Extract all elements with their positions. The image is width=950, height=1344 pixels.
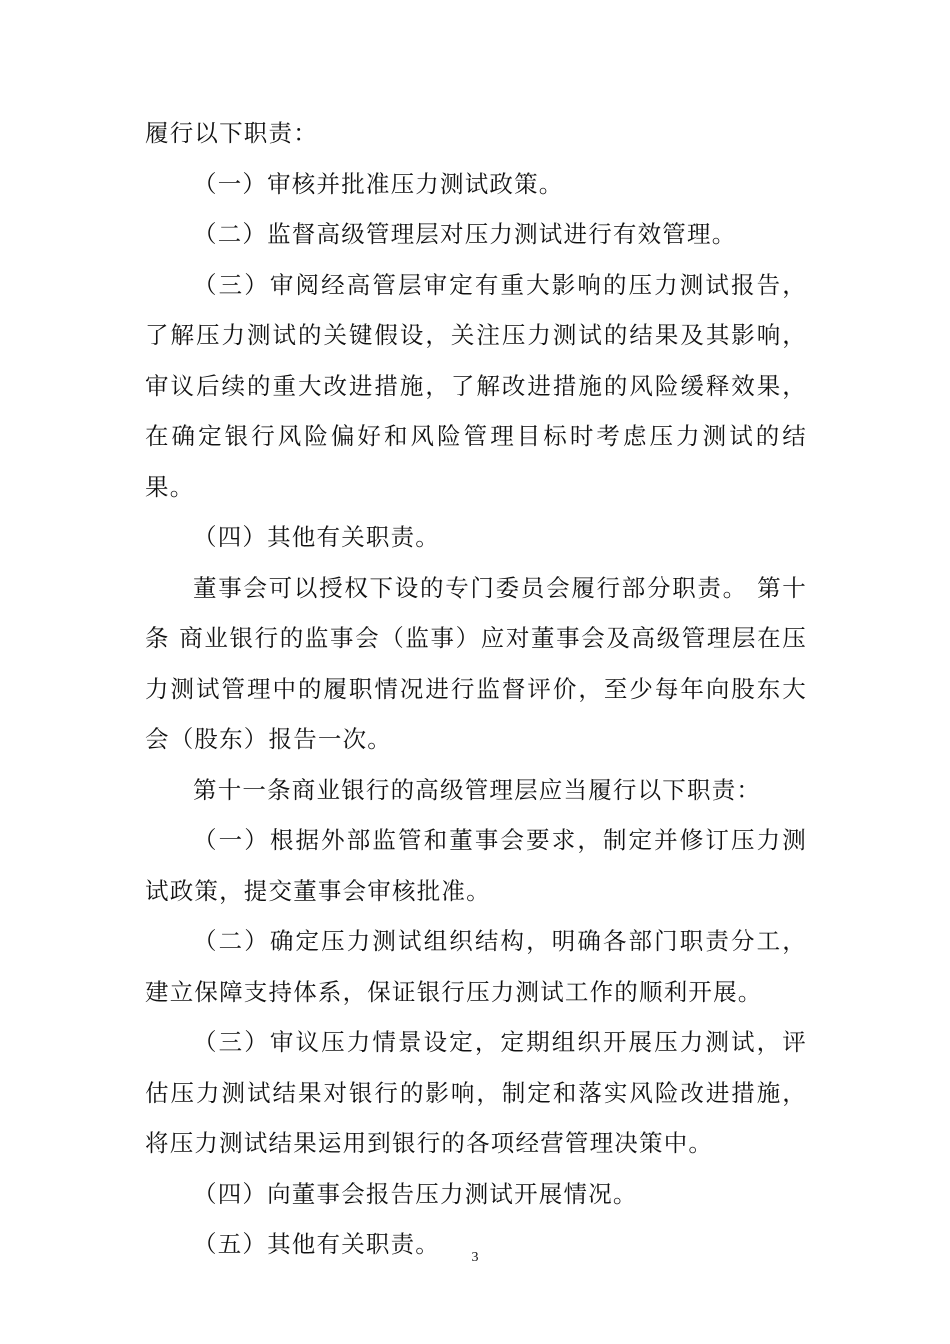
paragraph-item-4: （四）其他有关职责。 xyxy=(193,523,440,551)
paragraph-article-11-item-4: （四）向董事会报告压力测试开展情况。 xyxy=(193,1179,638,1208)
paragraph-item-3: （三）审阅经高管层审定有重大影响的压力测试报告，了解压力测试的关键假设，关注压力测试的结果及其影响，审议后续的重大改进措施，了解改进措施的风险缓释效果，在确定银行风险偏好和风险管理目标时考虑压力测试的结果。 xyxy=(145,270,807,501)
paragraph-continuation: 履行以下职责： xyxy=(145,119,318,147)
paragraph-article-11-item-3: （三）审议压力情景设定，定期组织开展压力测试，评估压力测试结果对银行的影响，制定和落实风险改进措施，将压力测试结果运用到银行的各项经营管理决策中。 xyxy=(145,1028,807,1157)
page-number: 3 xyxy=(471,1250,479,1265)
paragraph-item-2: （二）监督高级管理层对压力测试进行有效管理。 xyxy=(193,220,737,248)
paragraph-article-11: 第十一条商业银行的高级管理层应当履行以下职责： xyxy=(193,775,762,804)
page-body xyxy=(145,108,807,1270)
paragraph-article-11-item-1: （一）根据外部监管和董事会要求，制定并修订压力测试政策，提交董事会审核批准。 xyxy=(145,826,807,905)
paragraph-article-10: 董事会可以授权下设的专门委员会履行部分职责。 第十条 商业银行的监事会（监事）应对董事会及高级管理层在压力测试管理中的履职情况进行监督评价，至少每年向股东大会（股东）报告一次。 xyxy=(145,573,807,753)
paragraph-item-1: （一）审核并批准压力测试政策。 xyxy=(193,169,564,198)
paragraph-article-11-item-2: （二）确定压力测试组织结构，明确各部门职责分工，建立保障支持体系，保证银行压力测试工作的顺利开展。 xyxy=(145,927,807,1006)
paragraph-article-11-item-5: （五）其他有关职责。 xyxy=(193,1230,440,1258)
